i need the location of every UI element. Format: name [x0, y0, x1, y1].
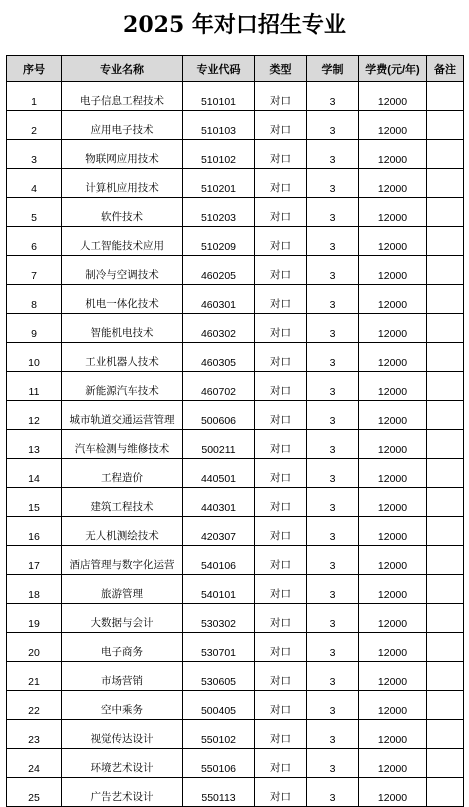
table-row — [7, 401, 464, 430]
cell-seq: 23 — [7, 720, 62, 749]
cell-type: 对口 — [255, 546, 307, 575]
table-row — [7, 604, 464, 633]
table-row — [7, 662, 464, 691]
cell-duration: 3 — [307, 285, 359, 314]
cell-major-name: 计算机应用技术 — [62, 169, 183, 198]
cell-seq: 5 — [7, 198, 62, 227]
cell-major-code: 540101 — [183, 575, 255, 604]
cell-fee: 12000 — [359, 430, 427, 459]
cell-major-name: 城市轨道交通运营管理 — [62, 401, 183, 430]
cell-fee: 12000 — [359, 227, 427, 256]
cell-type: 对口 — [255, 459, 307, 488]
cell-type: 对口 — [255, 82, 307, 111]
cell-major-code: 460302 — [183, 314, 255, 343]
cell-seq: 6 — [7, 227, 62, 256]
cell-fee: 12000 — [359, 198, 427, 227]
table-row — [7, 430, 464, 459]
cell-note — [427, 778, 464, 807]
cell-fee: 12000 — [359, 82, 427, 111]
cell-duration: 3 — [307, 227, 359, 256]
cell-seq: 10 — [7, 343, 62, 372]
table-body — [7, 82, 464, 807]
cell-note — [427, 111, 464, 140]
cell-fee: 12000 — [359, 459, 427, 488]
table-row — [7, 372, 464, 401]
cell-duration: 3 — [307, 343, 359, 372]
cell-major-name: 大数据与会计 — [62, 604, 183, 633]
cell-seq: 13 — [7, 430, 62, 459]
table-row — [7, 546, 464, 575]
cell-note — [427, 343, 464, 372]
cell-duration: 3 — [307, 82, 359, 111]
cell-type: 对口 — [255, 517, 307, 546]
cell-major-code: 510101 — [183, 82, 255, 111]
cell-duration: 3 — [307, 662, 359, 691]
cell-seq: 16 — [7, 517, 62, 546]
cell-duration: 3 — [307, 169, 359, 198]
cell-note — [427, 633, 464, 662]
cell-major-name: 酒店管理与数字化运营 — [62, 546, 183, 575]
cell-fee: 12000 — [359, 314, 427, 343]
cell-type: 对口 — [255, 140, 307, 169]
cell-note — [427, 517, 464, 546]
cell-fee: 12000 — [359, 720, 427, 749]
cell-fee: 12000 — [359, 372, 427, 401]
cell-seq: 21 — [7, 662, 62, 691]
cell-fee: 12000 — [359, 575, 427, 604]
cell-major-code: 500211 — [183, 430, 255, 459]
cell-major-name: 电子信息工程技术 — [62, 82, 183, 111]
table-row — [7, 227, 464, 256]
table-row — [7, 111, 464, 140]
cell-major-code: 510201 — [183, 169, 255, 198]
cell-major-code: 460205 — [183, 256, 255, 285]
cell-major-name: 无人机测绘技术 — [62, 517, 183, 546]
cell-major-name: 电子商务 — [62, 633, 183, 662]
cell-fee: 12000 — [359, 517, 427, 546]
cell-duration: 3 — [307, 488, 359, 517]
cell-major-code: 510203 — [183, 198, 255, 227]
cell-major-code: 510103 — [183, 111, 255, 140]
cell-note — [427, 169, 464, 198]
cell-type: 对口 — [255, 227, 307, 256]
cell-note — [427, 401, 464, 430]
cell-major-name: 广告艺术设计 — [62, 778, 183, 807]
cell-major-name: 汽车检测与维修技术 — [62, 430, 183, 459]
cell-major-code: 550102 — [183, 720, 255, 749]
cell-major-name: 物联网应用技术 — [62, 140, 183, 169]
cell-fee: 12000 — [359, 662, 427, 691]
cell-type: 对口 — [255, 430, 307, 459]
cell-seq: 9 — [7, 314, 62, 343]
cell-major-name: 新能源汽车技术 — [62, 372, 183, 401]
header-code: 专业代码 — [183, 56, 255, 82]
cell-type: 对口 — [255, 488, 307, 517]
cell-duration: 3 — [307, 517, 359, 546]
cell-seq: 4 — [7, 169, 62, 198]
table-row — [7, 343, 464, 372]
cell-note — [427, 546, 464, 575]
cell-major-code: 550106 — [183, 749, 255, 778]
cell-fee: 12000 — [359, 778, 427, 807]
cell-note — [427, 691, 464, 720]
page-title: 2025 年对口招生专业 — [123, 12, 346, 38]
cell-duration: 3 — [307, 198, 359, 227]
table-row — [7, 575, 464, 604]
cell-duration: 3 — [307, 720, 359, 749]
cell-seq: 12 — [7, 401, 62, 430]
cell-duration: 3 — [307, 314, 359, 343]
cell-note — [427, 140, 464, 169]
cell-major-code: 440501 — [183, 459, 255, 488]
cell-note — [427, 575, 464, 604]
cell-major-code: 500405 — [183, 691, 255, 720]
table-row — [7, 285, 464, 314]
cell-note — [427, 198, 464, 227]
cell-fee: 12000 — [359, 111, 427, 140]
header-note: 备注 — [427, 56, 464, 82]
header-name: 专业名称 — [62, 56, 183, 82]
cell-type: 对口 — [255, 575, 307, 604]
cell-note — [427, 720, 464, 749]
cell-duration: 3 — [307, 140, 359, 169]
cell-fee: 12000 — [359, 169, 427, 198]
cell-type: 对口 — [255, 691, 307, 720]
cell-seq: 2 — [7, 111, 62, 140]
cell-type: 对口 — [255, 343, 307, 372]
cell-note — [427, 662, 464, 691]
cell-seq: 1 — [7, 82, 62, 111]
table-row — [7, 778, 464, 807]
cell-note — [427, 488, 464, 517]
cell-duration: 3 — [307, 401, 359, 430]
cell-type: 对口 — [255, 662, 307, 691]
cell-major-code: 550113 — [183, 778, 255, 807]
cell-seq: 25 — [7, 778, 62, 807]
cell-major-name: 智能机电技术 — [62, 314, 183, 343]
table-row — [7, 488, 464, 517]
cell-major-code: 440301 — [183, 488, 255, 517]
cell-fee: 12000 — [359, 343, 427, 372]
table-row — [7, 82, 464, 111]
cell-major-name: 应用电子技术 — [62, 111, 183, 140]
cell-duration: 3 — [307, 633, 359, 662]
cell-major-name: 人工智能技术应用 — [62, 227, 183, 256]
cell-duration: 3 — [307, 459, 359, 488]
table-row — [7, 256, 464, 285]
table-row — [7, 749, 464, 778]
cell-major-code: 420307 — [183, 517, 255, 546]
cell-major-name: 建筑工程技术 — [62, 488, 183, 517]
cell-major-code: 540106 — [183, 546, 255, 575]
header-seq: 序号 — [7, 56, 62, 82]
cell-note — [427, 227, 464, 256]
cell-note — [427, 604, 464, 633]
cell-type: 对口 — [255, 401, 307, 430]
cell-major-name: 环境艺术设计 — [62, 749, 183, 778]
cell-major-name: 机电一体化技术 — [62, 285, 183, 314]
cell-type: 对口 — [255, 314, 307, 343]
cell-fee: 12000 — [359, 691, 427, 720]
cell-major-name: 市场营销 — [62, 662, 183, 691]
cell-major-code: 460702 — [183, 372, 255, 401]
cell-seq: 22 — [7, 691, 62, 720]
cell-fee: 12000 — [359, 256, 427, 285]
header-fee: 学费(元/年) — [359, 56, 427, 82]
table-row — [7, 720, 464, 749]
cell-major-name: 制冷与空调技术 — [62, 256, 183, 285]
cell-note — [427, 314, 464, 343]
cell-note — [427, 285, 464, 314]
cell-seq: 20 — [7, 633, 62, 662]
table-header-row — [7, 56, 464, 82]
cell-seq: 18 — [7, 575, 62, 604]
cell-note — [427, 749, 464, 778]
cell-duration: 3 — [307, 575, 359, 604]
cell-seq: 15 — [7, 488, 62, 517]
cell-major-code: 460301 — [183, 285, 255, 314]
cell-seq: 24 — [7, 749, 62, 778]
header-type: 类型 — [255, 56, 307, 82]
table-row — [7, 633, 464, 662]
cell-type: 对口 — [255, 256, 307, 285]
cell-seq: 8 — [7, 285, 62, 314]
cell-duration: 3 — [307, 372, 359, 401]
cell-major-name: 软件技术 — [62, 198, 183, 227]
cell-fee: 12000 — [359, 604, 427, 633]
cell-major-name: 工程造价 — [62, 459, 183, 488]
cell-major-code: 510102 — [183, 140, 255, 169]
cell-major-code: 530302 — [183, 604, 255, 633]
cell-major-code: 530605 — [183, 662, 255, 691]
header-duration: 学制 — [307, 56, 359, 82]
cell-seq: 3 — [7, 140, 62, 169]
cell-duration: 3 — [307, 546, 359, 575]
cell-note — [427, 256, 464, 285]
cell-duration: 3 — [307, 778, 359, 807]
cell-seq: 11 — [7, 372, 62, 401]
cell-major-code: 510209 — [183, 227, 255, 256]
cell-major-name: 旅游管理 — [62, 575, 183, 604]
cell-major-code: 500606 — [183, 401, 255, 430]
cell-note — [427, 459, 464, 488]
table-row — [7, 140, 464, 169]
cell-fee: 12000 — [359, 140, 427, 169]
cell-fee: 12000 — [359, 488, 427, 517]
cell-duration: 3 — [307, 691, 359, 720]
cell-fee: 12000 — [359, 401, 427, 430]
cell-type: 对口 — [255, 285, 307, 314]
cell-type: 对口 — [255, 372, 307, 401]
cell-type: 对口 — [255, 604, 307, 633]
cell-type: 对口 — [255, 169, 307, 198]
cell-duration: 3 — [307, 256, 359, 285]
cell-major-name: 视觉传达设计 — [62, 720, 183, 749]
majors-table — [6, 55, 464, 807]
cell-fee: 12000 — [359, 285, 427, 314]
cell-seq: 19 — [7, 604, 62, 633]
cell-type: 对口 — [255, 198, 307, 227]
cell-type: 对口 — [255, 749, 307, 778]
cell-note — [427, 82, 464, 111]
cell-seq: 7 — [7, 256, 62, 285]
table-row — [7, 314, 464, 343]
cell-type: 对口 — [255, 778, 307, 807]
cell-seq: 14 — [7, 459, 62, 488]
table-row — [7, 517, 464, 546]
cell-duration: 3 — [307, 604, 359, 633]
cell-major-name: 空中乘务 — [62, 691, 183, 720]
cell-type: 对口 — [255, 633, 307, 662]
cell-type: 对口 — [255, 720, 307, 749]
cell-duration: 3 — [307, 749, 359, 778]
table-row — [7, 459, 464, 488]
table-row — [7, 691, 464, 720]
cell-seq: 17 — [7, 546, 62, 575]
cell-duration: 3 — [307, 430, 359, 459]
cell-fee: 12000 — [359, 546, 427, 575]
cell-major-code: 460305 — [183, 343, 255, 372]
cell-major-name: 工业机器人技术 — [62, 343, 183, 372]
cell-note — [427, 430, 464, 459]
cell-fee: 12000 — [359, 749, 427, 778]
cell-major-code: 530701 — [183, 633, 255, 662]
cell-fee: 12000 — [359, 633, 427, 662]
table-row — [7, 169, 464, 198]
cell-note — [427, 372, 464, 401]
table-row — [7, 198, 464, 227]
cell-type: 对口 — [255, 111, 307, 140]
cell-duration: 3 — [307, 111, 359, 140]
